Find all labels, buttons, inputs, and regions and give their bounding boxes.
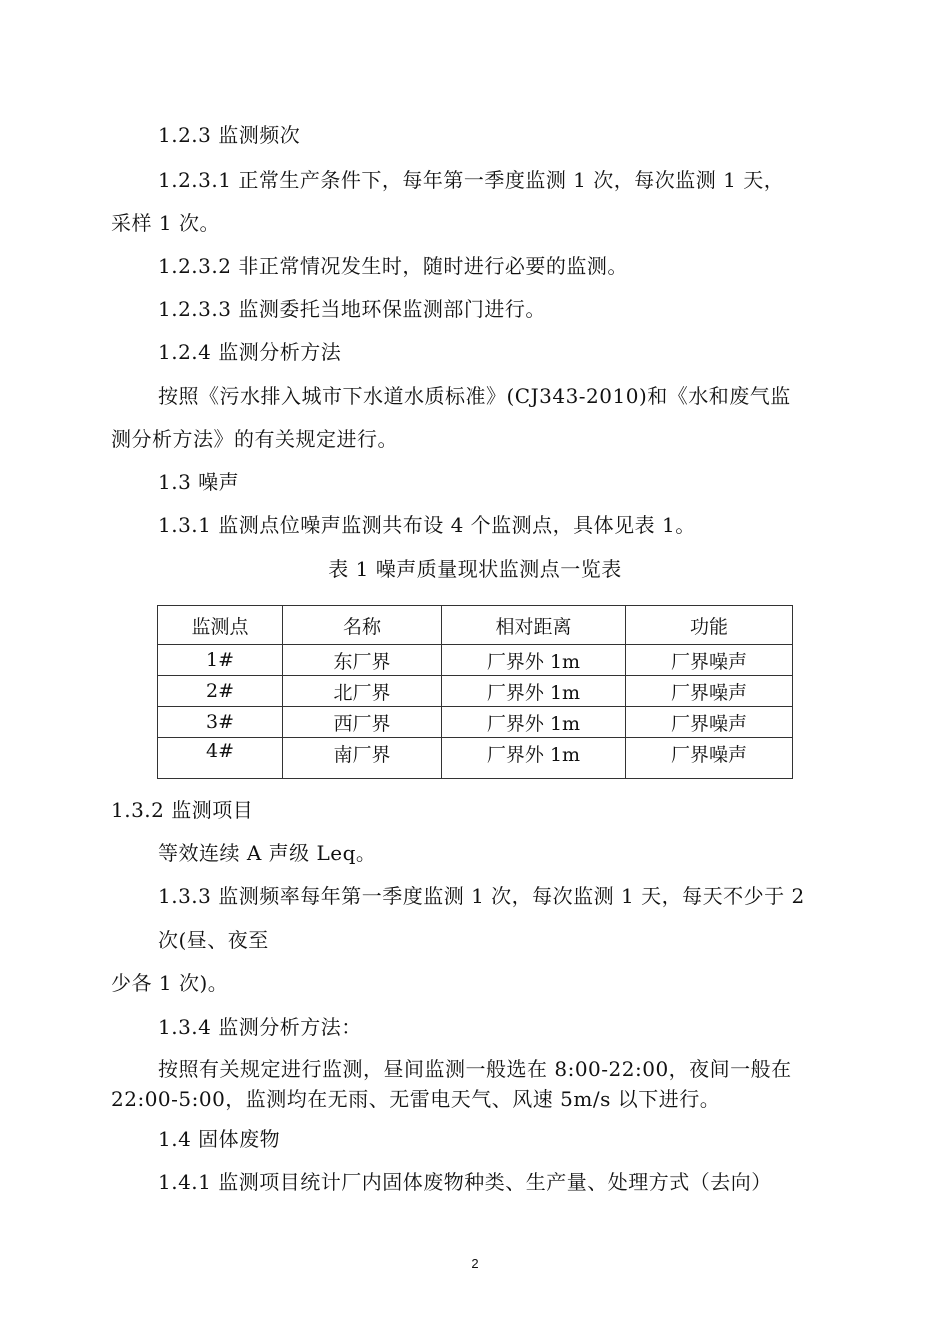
table-cell: 厂界噪声 [626,645,793,676]
column-header: 功能 [626,606,793,645]
table-cell: 北厂界 [283,676,442,707]
page-number: 2 [471,1256,479,1271]
paragraph-line: 1.4.1 监测项目统计厂内固体废物种类、生产量、处理方式（去向） [158,1170,772,1194]
column-header: 监测点 [158,606,283,645]
paragraph-line: 1.2.3.2 非正常情况发生时，随时进行必要的监测。 [158,254,628,278]
paragraph-line: 测分析方法》的有关规定进行。 [111,427,398,451]
table-cell: 东厂界 [283,645,442,676]
paragraph-line: 采样 1 次。 [111,211,220,235]
table-cell: 厂界外 1m [442,738,626,779]
heading-1-3: 1.3 噪声 [158,470,240,494]
noise-monitoring-table [157,605,793,779]
table-row [158,738,793,779]
column-header: 相对距离 [442,606,626,645]
paragraph-line: 22:00-5:00，监测均在无雨、无雷电天气、风速 5m/s 以下进行。 [111,1087,721,1111]
table-row [158,707,793,738]
table-header-row [158,606,793,645]
paragraph-line: 1.2.3.3 监测委托当地环保监测部门进行。 [158,297,546,321]
column-header: 名称 [283,606,442,645]
table-caption: 表 1 噪声质量现状监测点一览表 [328,557,622,581]
table-cell: 2# [158,676,283,707]
table-cell: 厂界外 1m [442,676,626,707]
table-cell: 厂界噪声 [626,676,793,707]
paragraph-line: 少各 1 次)。 [111,971,229,995]
table-cell: 南厂界 [283,738,442,779]
table-row [158,645,793,676]
table-cell: 厂界外 1m [442,707,626,738]
table-cell: 西厂界 [283,707,442,738]
paragraph-line: 次(昼、夜至 [158,928,269,952]
table-cell: 厂界外 1m [442,645,626,676]
table-cell: 厂界噪声 [626,738,793,779]
paragraph-line: 等效连续 A 声级 Leq。 [158,841,377,865]
table-cell: 1# [158,645,283,676]
paragraph-line: 按照《污水排入城市下水道水质标准》(CJ343-2010)和《水和废气监 [158,384,791,408]
paragraph-line: 1.3.1 监测点位噪声监测共布设 4 个监测点，具体见表 1。 [158,513,696,537]
paragraph-line: 按照有关规定进行监测，昼间监测一般选在 8:00-22:00，夜间一般在 [158,1057,792,1081]
heading-1-4: 1.4 固体废物 [158,1127,281,1151]
table-cell: 4# [158,738,283,779]
table-cell: 厂界噪声 [626,707,793,738]
heading-1-2-3: 1.2.3 监测频次 [158,123,301,147]
paragraph-line: 1.3.3 监测频率每年第一季度监测 1 次，每次监测 1 天，每天不少于 2 [158,884,805,908]
paragraph-line: 1.2.3.1 正常生产条件下，每年第一季度监测 1 次，每次监测 1 天， [158,168,785,192]
heading-1-3-4: 1.3.4 监测分析方法： [158,1015,362,1039]
table-row [158,676,793,707]
heading-1-2-4: 1.2.4 监测分析方法 [158,340,342,364]
heading-1-3-2: 1.3.2 监测项目 [111,798,254,822]
table-cell: 3# [158,707,283,738]
